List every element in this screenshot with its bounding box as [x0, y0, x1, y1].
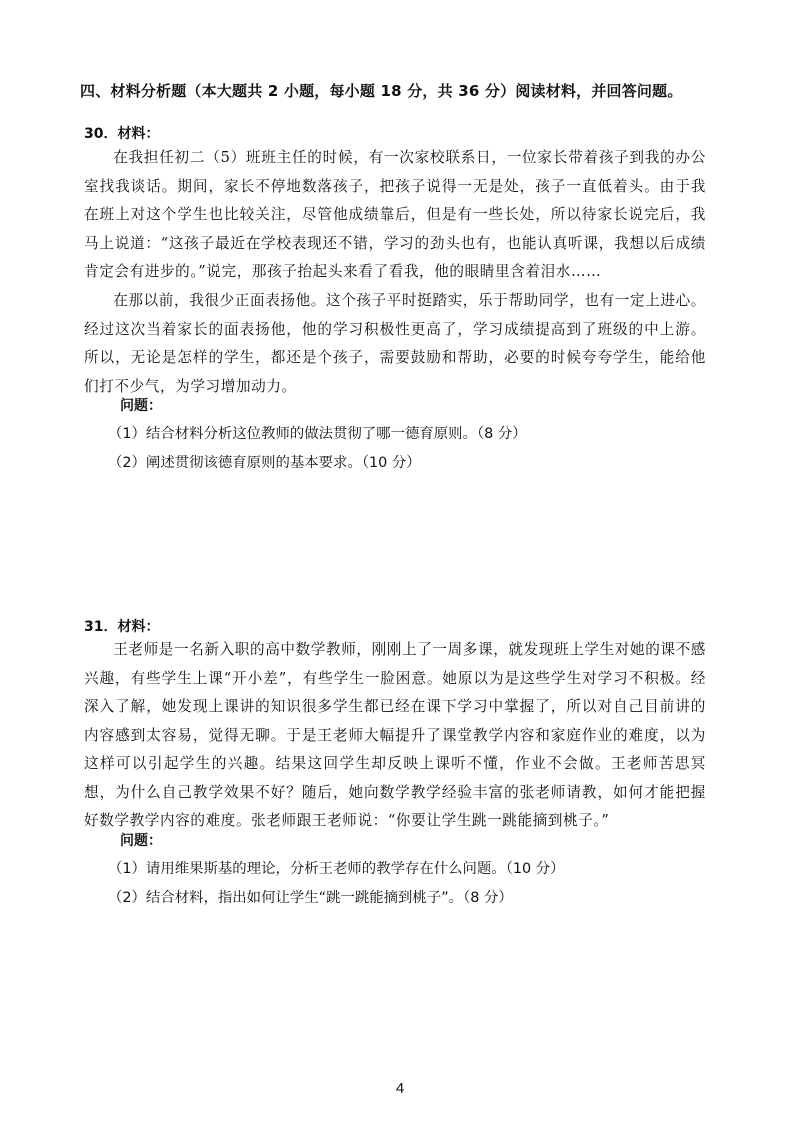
question-31-item-2: （2）结合材料，指出如何让学生“跳一跳能摘到桃子”。（8 分） — [108, 890, 513, 906]
question-30-item-2: （2）阐述贯彻该德育原则的基本要求。（10 分） — [108, 455, 421, 471]
question-31-item-1: （1）请用维果斯基的理论，分析王老师的教学存在什么问题。（10 分） — [108, 861, 565, 877]
page-number: 4 — [395, 1080, 405, 1097]
question-31-prompt-label: 问题： — [120, 833, 162, 849]
question-30-item-1: （1）结合材料分析这位教师的做法贯彻了哪一德育原则。（8 分） — [108, 426, 527, 442]
section-heading: 四、材料分析题（本大题共 2 小题，每小题 18 分，共 36 分）阅读材料，并回答问题。 — [80, 82, 683, 100]
question-30-paragraph-1: 在我担任初二（5）班班主任的时候，有一次家校联系日，一位家长带着孩子到我的办公室找我谈话。期间，家长不停地数落孩子，把孩子说得一无是处，孩子一直低着头。由于我在班上对这个学生也比较关注，尽管他成绩靠后，但是有一些长处，所以待家长说完后，我马上说道：“这孩子最近在学校表现还不错，学习的劲头也有，也能认真听课，我想以后成绩肯定会有进步的。”说完，那孩子抬起头来看了看我，他的眼睛里含着泪水…… — [84, 149, 706, 280]
question-31-number: 31．材料： — [84, 619, 160, 635]
question-30-prompt-label: 问题： — [120, 398, 162, 414]
question-30-number: 30．材料： — [84, 126, 160, 142]
question-30-paragraph-2: 在那以前，我很少正面表扬他。这个孩子平时挺踏实，乐于帮助同学，也有一定上进心。经过这次当着家长的面表扬他，他的学习积极性更高了，学习成绩提高到了班级的中上游。所以，无论是怎样的学生，都还是个孩子，需要鼓励和帮助，必要的时候夸夸学生，能给他们打不少气，为学习增加动力。 — [84, 292, 706, 395]
question-31-paragraph-1: 王老师是一名新入职的高中数学教师，刚刚上了一周多课，就发现班上学生对她的课不感兴趣，有些学生上课“开小差”，有些学生一脸困意。她原以为是这些学生对学习不积极。经深入了解，她发现上课讲的知识很多学生都已经在课下学习中掌握了，所以对自己目前讲的内容感到太容易，觉得无聊。于是王老师大幅提升了课堂教学内容和家庭作业的难度，以为这样可以引起学生的兴趣。结果这回学生却反映上课听不懂，作业不会做。王老师苦思冥想，为什么自己教学效果不好？随后，她向数学教学经验丰富的张老师请教，如何才能把握好数学教学内容的难度。张老师跟王老师说：“你要让学生跳一跳能摘到桃子。” — [84, 641, 706, 829]
